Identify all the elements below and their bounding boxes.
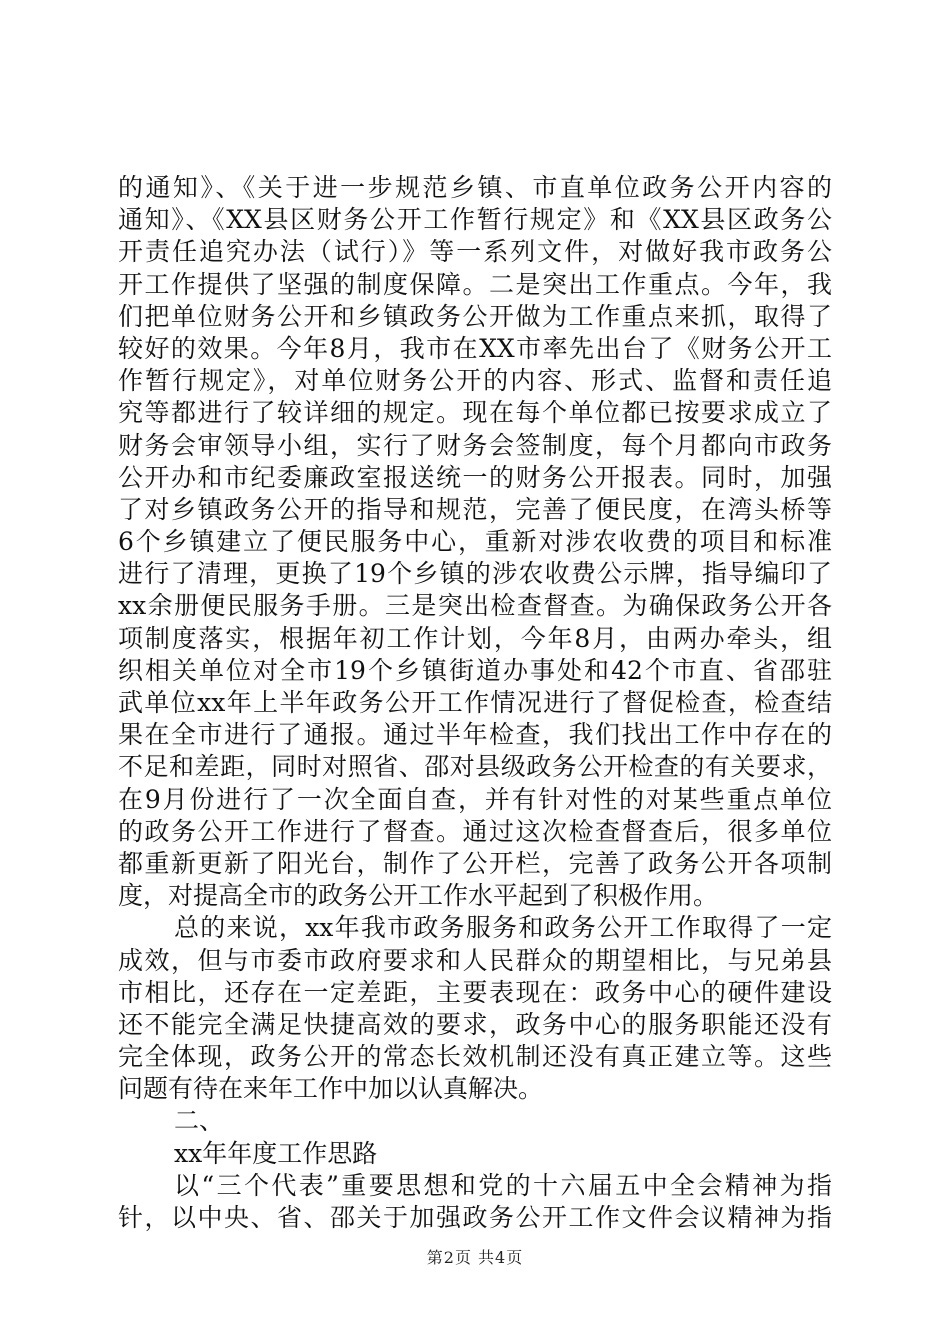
text-line: 针，以中央、省、邵关于加强政务公开工作文件会议精神为指 [118, 1203, 832, 1232]
text-line: 作暂行规定》，对单位财务公开的内容、形式、监督和责任追 [118, 366, 832, 396]
text-line: 们把单位财务公开和乡镇政务公开做为工作重点来抓，取得了 [118, 301, 832, 331]
text-line: 的通知》、《关于进一步规范乡镇、市直单位政务公开内容的 [118, 173, 832, 202]
document-body [118, 172, 832, 1234]
text-line: 项制度落实，根据年初工作计划，今年8月，由两办牵头，组 [118, 623, 832, 653]
page-footer: 第2页 共4页 [426, 1248, 524, 1267]
text-line: 度，对提高全市的政务公开工作水平起到了积极作用。 [118, 881, 719, 911]
text-line: 武单位xx年上半年政务公开工作情况进行了督促检查，检查结 [118, 688, 832, 717]
text-line: 总的来说，xx年我市政务服务和政务公开工作取得了一定 [174, 913, 832, 943]
text-line: 果在全市进行了通报。通过半年检查，我们找出工作中存在的 [118, 720, 832, 750]
text-line: 市相比，还存在一定差距，主要表现在：政务中心的硬件建设 [118, 977, 832, 1007]
text-line: 织相关单位对全市19个乡镇街道办事处和42个市直、省邵驻 [118, 655, 832, 685]
text-line: 通知》、《XX县区财务公开工作暂行规定》和《XX县区政务公 [118, 205, 832, 235]
text-line: 以“三个代表”重要思想和党的十六届五中全会精神为指 [174, 1170, 832, 1200]
text-line: 较好的效果。今年8月，我市在XX市率先出台了《财务公开工 [118, 333, 832, 363]
text-line: 完全体现，政务公开的常态长效机制还没有真正建立等。这些 [118, 1042, 832, 1072]
text-line: 二、 [174, 1106, 225, 1136]
text-line: 公开办和市纪委廉政室报送统一的财务公开报表。同时，加强 [118, 462, 832, 492]
text-line: 问题有待在来年工作中加以认真解决。 [118, 1074, 544, 1104]
text-line: 究等都进行了较详细的规定。现在每个单位都已按要求成立了 [118, 398, 832, 428]
text-line: 还不能完全满足快捷高效的要求，政务中心的服务职能还没有 [118, 1009, 832, 1039]
text-line: 都重新更新了阳光台，制作了公开栏，完善了政务公开各项制 [118, 848, 832, 878]
text-line: 财务会审领导小组，实行了财务会签制度，每个月都向市政务 [118, 430, 832, 460]
text-line: 在9月份进行了一次全面自查，并有针对性的对某些重点单位 [118, 784, 832, 814]
text-line: 进行了清理，更换了19个乡镇的涉农收费公示牌，指导编印了 [118, 559, 832, 589]
text-line: 6个乡镇建立了便民服务中心，重新对涉农收费的项目和标准 [118, 527, 832, 557]
text-line: 开工作提供了坚强的制度保障。二是突出工作重点。今年，我 [118, 269, 832, 299]
text-line: xx年年度工作思路 [174, 1138, 378, 1168]
text-line: 了对乡镇政务公开的指导和规范，完善了便民度，在湾头桥等 [118, 494, 832, 524]
text-line: 的政务公开工作进行了督查。通过这次检查督查后，很多单位 [118, 816, 832, 846]
text-line: xx余册便民服务手册。三是突出检查督查。为确保政务公开各 [118, 591, 832, 621]
text-line: 开责任追究办法（试行）》等一系列文件，对做好我市政务公 [118, 237, 832, 267]
text-line: 不足和差距，同时对照省、邵对县级政务公开检查的有关要求， [118, 752, 832, 782]
text-line: 成效，但与市委市政府要求和人民群众的期望相比，与兄弟县 [118, 945, 832, 975]
